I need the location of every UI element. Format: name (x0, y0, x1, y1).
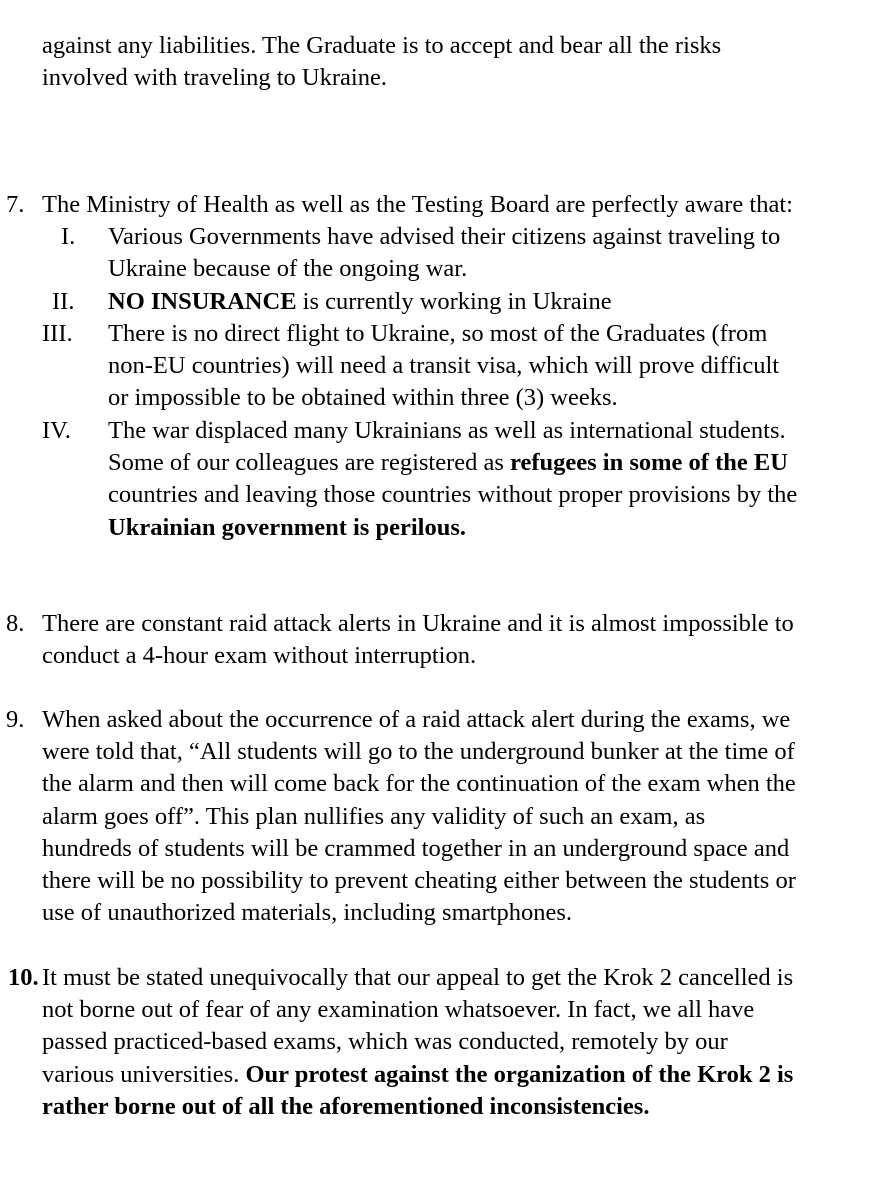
sub-iv-line-4-bold: Ukrainian government is perilous. (108, 513, 466, 541)
sub-iv-line-1: The war displaced many Ukrainians as well as international students. (108, 417, 786, 444)
sub-iv-line-3: countries and leaving those countries without proper provisions by the (108, 481, 798, 509)
roman-label-ii: II. (52, 288, 75, 315)
sub-i-line-2: Ukraine because of the ongoing war. (108, 255, 468, 283)
item-7-sub-iv (42, 415, 808, 544)
item-9-number: 9. (6, 706, 25, 733)
item-8 (6, 608, 847, 672)
item-9-line-2: were told that, “All students will go to the underground bunker at the time of (42, 738, 795, 766)
item-9-line-5: hundreds of students will be crammed together in an underground space and (42, 834, 790, 862)
intro-paragraph (42, 30, 847, 94)
item-10-line-5-bold: rather borne out of all the aforementioned inconsistencies. (42, 1092, 650, 1120)
item-9-line-4: alarm goes off”. This plan nullifies any validity of such an exam, as (42, 802, 706, 830)
item-8-number: 8. (6, 610, 25, 637)
roman-label-iv: IV. (42, 417, 71, 444)
sub-iv-line-2 (108, 447, 808, 479)
roman-label-i: I. (61, 223, 76, 250)
item-7-sub-i (61, 221, 808, 285)
intro-line-2: involved with traveling to Ukraine. (42, 64, 387, 92)
roman-label-iii: III. (42, 320, 73, 347)
item-7-number: 7. (6, 191, 25, 218)
item-10-line-4-bold: Our protest against the organization of the Krok 2 is (245, 1060, 794, 1088)
item-9-line-1: When asked about the occurrence of a raid attack alert during the exams, we (42, 706, 791, 733)
sub-ii-line-1 (108, 286, 808, 318)
sub-i-line-1: Various Governments have advised their citizens against traveling to (108, 223, 781, 250)
sub-ii-rest: is currently working in Ukraine (296, 288, 612, 315)
item-9-line-6: there will be no possibility to prevent cheating either between the students or (42, 867, 796, 895)
item-10-line-4-plain: various universities. (42, 1060, 246, 1088)
sub-iv-line-2-bold: refugees in some of the EU (510, 449, 788, 477)
item-10-line-4 (42, 1059, 847, 1091)
item-10-line-2: not borne out of fear of any examination whatsoever. In fact, we all have (42, 996, 755, 1024)
sub-iii-line-3: or impossible to be obtained within three (3) weeks. (108, 384, 618, 412)
sub-iii-line-1: There is no direct flight to Ukraine, so most of the Graduates (from (108, 320, 768, 347)
item-10-number: 10. (8, 964, 39, 991)
item-10-line-5 (42, 1091, 847, 1123)
sub-iii-line-2: non-EU countries) will need a transit visa, which will prove difficult (108, 352, 780, 380)
item-7-lead: The Ministry of Health as well as the Testing Board are perfectly aware that: (42, 191, 793, 218)
item-9-line-7: use of unauthorized materials, including smartphones. (42, 899, 573, 927)
item-9-line-3: the alarm and then will come back for the continuation of the exam when the (42, 770, 796, 798)
intro-line-1: against any liabilities. The Graduate is to accept and bear all the risks (42, 32, 722, 59)
item-10 (8, 962, 847, 1123)
item-7 (6, 189, 847, 221)
sub-iv-line-2-plain: Some of our colleagues are registered as (108, 449, 511, 477)
item-10-line-3: passed practiced-based exams, which was conducted, remotely by our (42, 1028, 728, 1056)
item-8-line-1: There are constant raid attack alerts in Ukraine and it is almost impossible to (42, 610, 794, 637)
sub-iv-line-4 (108, 512, 808, 544)
item-10-line-1: It must be stated unequivocally that our appeal to get the Krok 2 cancelled is (42, 964, 794, 991)
item-7-sub-iii (42, 318, 808, 415)
item-8-line-2: conduct a 4-hour exam without interruption. (42, 642, 477, 670)
no-insurance-bold: NO INSURANCE (108, 288, 297, 315)
item-9 (6, 704, 847, 929)
item-7-sub-ii (52, 286, 808, 318)
